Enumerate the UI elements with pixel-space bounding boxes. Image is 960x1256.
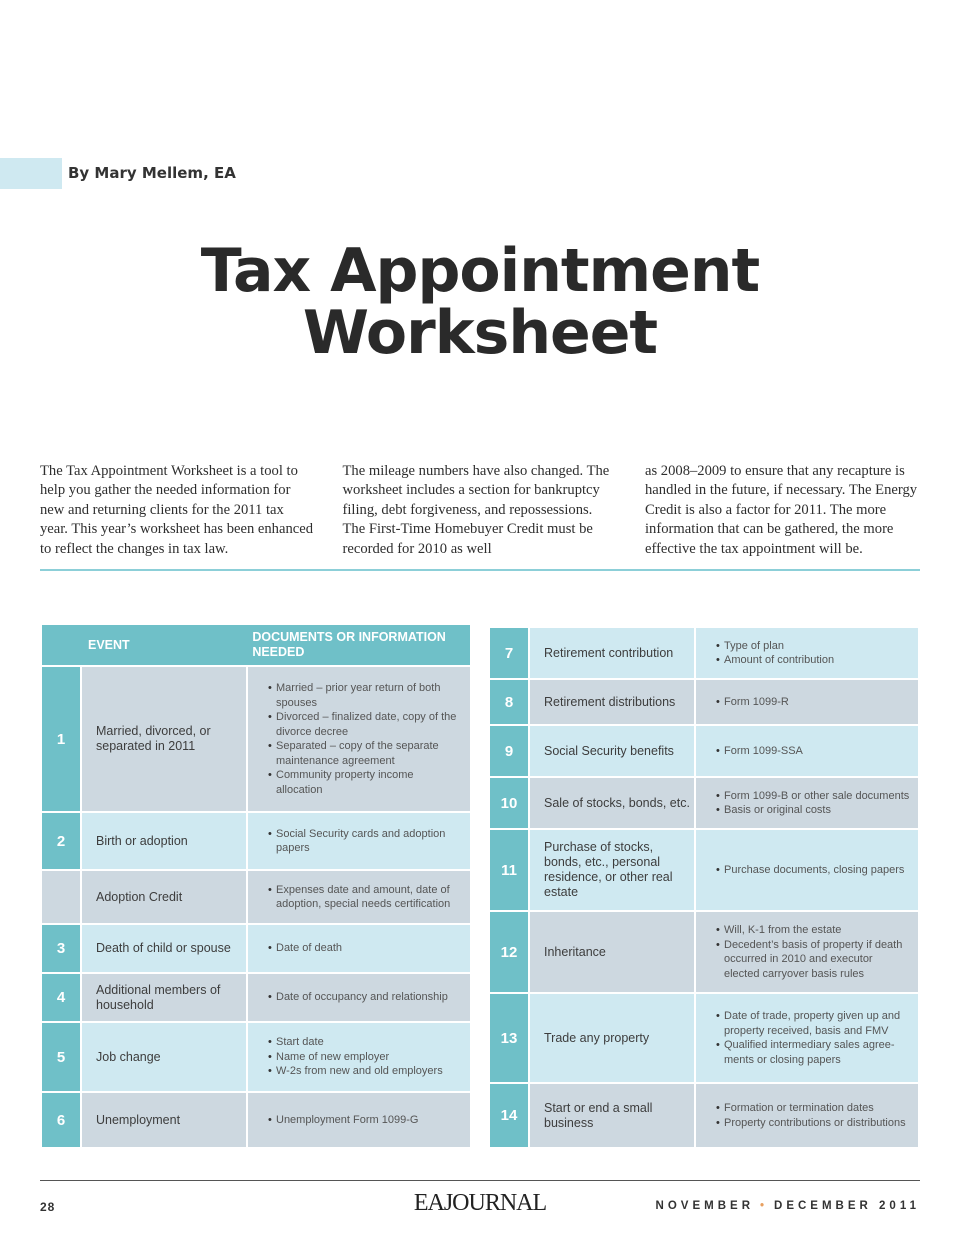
- documents-list: [268, 681, 462, 797]
- document-item: • Amount of contribution: [716, 653, 834, 668]
- documents-list: [716, 1101, 906, 1130]
- document-item: • Type of plan: [716, 639, 834, 654]
- row-number: 3: [42, 925, 80, 972]
- documents-list: [268, 990, 448, 1005]
- footer-rule: [40, 1180, 920, 1181]
- documents-cell: [696, 628, 918, 678]
- row-number: 14: [490, 1084, 528, 1147]
- separator-dot: •: [760, 1200, 769, 1212]
- issue-date: [656, 1200, 920, 1212]
- documents-list: [268, 1035, 443, 1079]
- table-row: [42, 1093, 470, 1147]
- event-cell: Inheritance: [530, 912, 694, 992]
- row-number: 6: [42, 1093, 80, 1147]
- document-item: • Purchase documents, closing papers: [716, 863, 904, 878]
- documents-cell: [248, 667, 470, 811]
- documents-list: [716, 1009, 910, 1067]
- table-row: [42, 974, 470, 1021]
- worksheet-table-left: [42, 625, 470, 1147]
- document-item: • Date of occupancy and relationship: [268, 990, 448, 1005]
- table-header-row: [42, 625, 470, 665]
- document-item: • Date of death: [268, 941, 342, 956]
- documents-cell: [248, 974, 470, 1021]
- document-item: • Date of trade, property given up and property received, basis and FMV: [716, 1009, 910, 1038]
- row-number: 12: [490, 912, 528, 992]
- intro-columns: [40, 462, 920, 559]
- page-title-line-2: Worksheet: [302, 298, 658, 368]
- documents-list: [268, 883, 462, 912]
- documents-list: [716, 863, 904, 878]
- header-event: EVENT: [88, 638, 130, 652]
- event-cell: Job change: [82, 1023, 246, 1091]
- document-item: • Social Security cards and adoption papers: [268, 827, 462, 856]
- event-cell: Retirement contribution: [530, 628, 694, 678]
- document-item: • Married – prior year return of both spouses: [268, 681, 462, 710]
- row-number: 5: [42, 1023, 80, 1091]
- header-documents: DOCUMENTS OR INFORMATION NEEDED: [252, 630, 446, 659]
- document-item: • Separated – copy of the separate maintenance agreement: [268, 739, 462, 768]
- table-row: [490, 726, 918, 776]
- intro-column-3: as 2008–2009 to ensure that any recapture is handled in the future, if necessary. The Energy Credit is also a factor for 2011. The more information that can be gathered, the more effective the tax appointment will be.: [645, 463, 918, 557]
- document-item: • Will, K-1 from the estate: [716, 923, 910, 938]
- document-item: • Form 1099-SSA: [716, 744, 803, 759]
- event-cell: Birth or adoption: [82, 813, 246, 869]
- document-item: • Form 1099-B or other sale documents: [716, 789, 909, 804]
- documents-list: [716, 744, 803, 759]
- table-row: [42, 871, 470, 923]
- documents-cell: [248, 925, 470, 972]
- documents-cell: [696, 726, 918, 776]
- document-item: • Qualified intermediary sales agree-ments or closing papers: [716, 1038, 910, 1067]
- table-row: [490, 680, 918, 724]
- row-number: 7: [490, 628, 528, 678]
- row-number: 10: [490, 778, 528, 828]
- documents-cell: [696, 994, 918, 1082]
- document-item: • Divorced – finalized date, copy of the divorce decree: [268, 710, 462, 739]
- document-item: • W-2s from new and old employers: [268, 1064, 443, 1079]
- row-number: 9: [490, 726, 528, 776]
- event-cell: Death of child or spouse: [82, 925, 246, 972]
- section-divider: [40, 569, 920, 571]
- documents-cell: [696, 912, 918, 992]
- event-cell: Sale of stocks, bonds, etc.: [530, 778, 694, 828]
- byline: By Mary Mellem, EA: [68, 164, 236, 182]
- documents-list: [716, 923, 910, 981]
- intro-column-2: The mileage numbers have also changed. The worksheet includes a section for bankruptcy filing, debt forgiveness, and repossessions. The First-Time Homebuyer Credit must be recorded for 2010 as well: [342, 463, 610, 557]
- row-number: 1: [42, 667, 80, 811]
- table-row: [42, 667, 470, 811]
- table-row: [490, 994, 918, 1082]
- document-item: • Formation or termination dates: [716, 1101, 906, 1116]
- document-item: • Basis or original costs: [716, 803, 909, 818]
- table-row: [490, 778, 918, 828]
- event-cell: Purchase of stocks, bonds, etc., personal residence, or other real estate: [530, 830, 694, 910]
- event-cell: Retirement distributions: [530, 680, 694, 724]
- documents-list: [268, 941, 342, 956]
- issue-month-year: DECEMBER 2011: [774, 1200, 920, 1212]
- worksheet-table-right: [490, 628, 918, 1147]
- document-item: • Property contributions or distributions: [716, 1116, 906, 1131]
- row-number: 2: [42, 813, 80, 869]
- page-number: 28: [40, 1200, 56, 1214]
- issue-month: NOVEMBER: [655, 1200, 754, 1212]
- row-number: 8: [490, 680, 528, 724]
- table-row: [42, 813, 470, 869]
- documents-list: [716, 789, 909, 818]
- documents-list: [716, 695, 789, 710]
- documents-cell: [696, 680, 918, 724]
- documents-list: [716, 639, 834, 668]
- table-row: [490, 628, 918, 678]
- row-number: 11: [490, 830, 528, 910]
- document-item: • Unemployment Form 1099-G: [268, 1113, 418, 1128]
- document-item: • Expenses date and amount, date of adoption, special needs certification: [268, 883, 462, 912]
- event-cell: Start or end a small business: [530, 1084, 694, 1147]
- event-cell: Adoption Credit: [82, 871, 246, 923]
- event-cell: Unemployment: [82, 1093, 246, 1147]
- page-title: [0, 236, 960, 368]
- table-row: [490, 912, 918, 992]
- table-row: [490, 1084, 918, 1147]
- document-item: • Form 1099-R: [716, 695, 789, 710]
- document-item: • Start date: [268, 1035, 443, 1050]
- table-row: [42, 925, 470, 972]
- row-number: [42, 871, 80, 923]
- documents-cell: [696, 830, 918, 910]
- document-item: • Name of new employer: [268, 1050, 443, 1065]
- row-number: 13: [490, 994, 528, 1082]
- documents-cell: [696, 778, 918, 828]
- document-item: • Community property income allocation: [268, 768, 462, 797]
- byline-accent-bar: [0, 158, 62, 189]
- row-number: 4: [42, 974, 80, 1021]
- intro-column-1: The Tax Appointment Worksheet is a tool to help you gather the needed information for new and returning clients for the 2011 tax year. This year’s worksheet has been enhanced to reflect the changes in tax law.: [40, 463, 313, 557]
- table-row: [490, 830, 918, 910]
- documents-cell: [696, 1084, 918, 1147]
- journal-logo: EAJOURNAL: [413, 1190, 547, 1216]
- page-title-line-1: Tax Appointment: [200, 236, 760, 306]
- document-item: • Decedent’s basis of property if death occurred in 2010 and executor elected carryover basis rules: [716, 938, 910, 982]
- documents-cell: [248, 871, 470, 923]
- documents-list: [268, 827, 462, 856]
- event-cell: Additional members of household: [82, 974, 246, 1021]
- documents-cell: [248, 1023, 470, 1091]
- table-row: [42, 1023, 470, 1091]
- event-cell: Social Security benefits: [530, 726, 694, 776]
- documents-cell: [248, 1093, 470, 1147]
- event-cell: Married, divorced, or separated in 2011: [82, 667, 246, 811]
- documents-list: [268, 1113, 418, 1128]
- event-cell: Trade any property: [530, 994, 694, 1082]
- documents-cell: [248, 813, 470, 869]
